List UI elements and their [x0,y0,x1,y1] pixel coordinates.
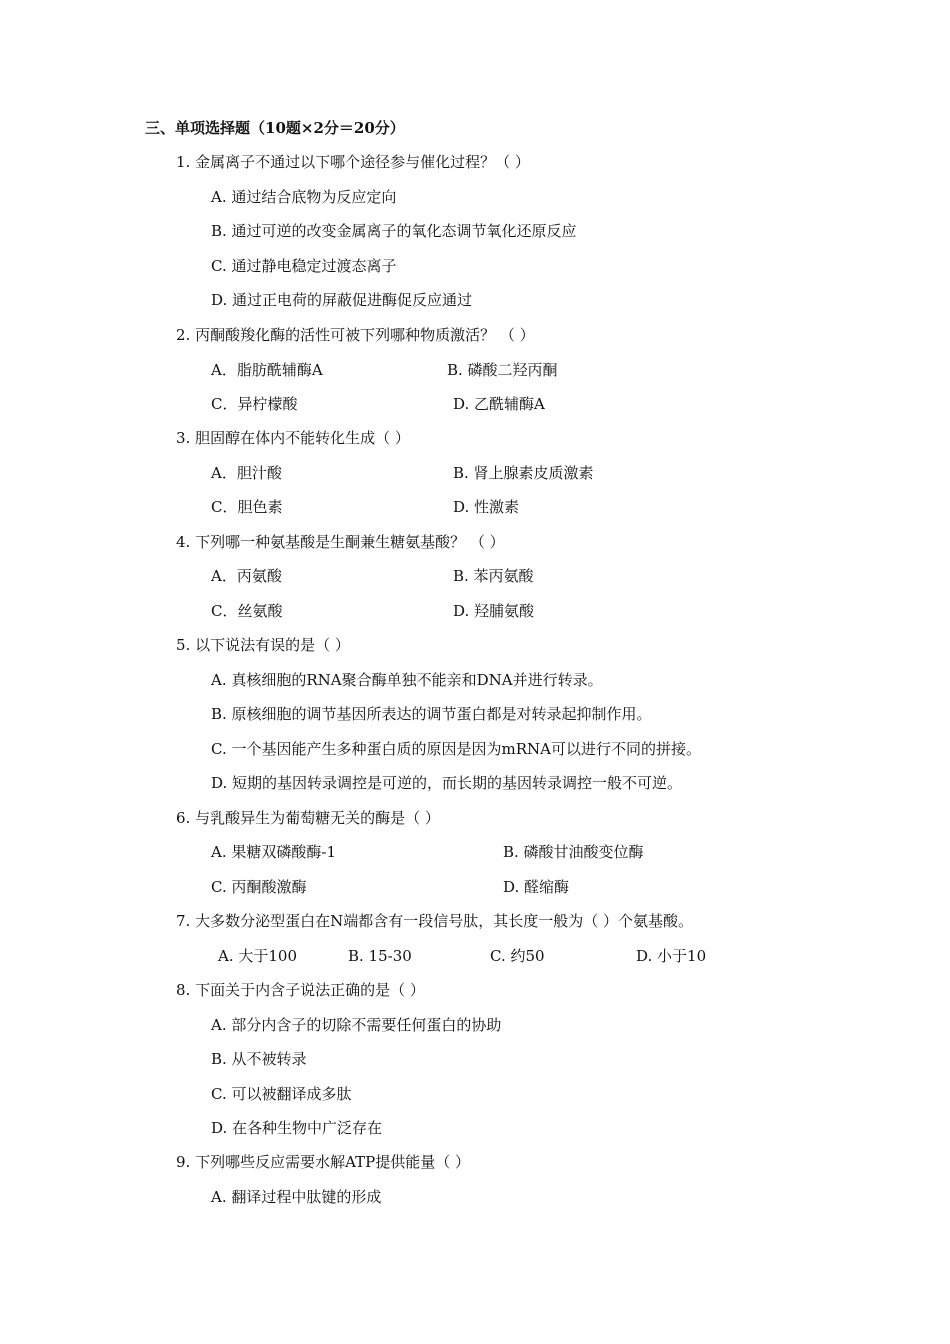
question-4-option-b: B. 苯丙氨酸 [453,567,534,585]
question-5-stem: 5. 以下说法有误的是（ ） [176,636,350,654]
question-1-option-a: A. 通过结合底物为反应定向 [211,188,397,206]
question-9-option-a: A. 翻译过程中肽键的形成 [211,1188,382,1206]
question-2-option-a: A．脂肪酰辅酶A [211,361,323,379]
question-4-option-d: D. 羟脯氨酸 [453,602,535,620]
question-7-option-b: B. 15-30 [348,947,412,965]
question-1-stem: 1. 金属离子不通过以下哪个途径参与催化过程？（ ） [176,153,530,171]
question-5-option-d: D. 短期的基因转录调控是可逆的，而长期的基因转录调控一般不可逆。 [211,774,683,792]
question-8-option-c: C. 可以被翻译成多肽 [211,1085,352,1103]
question-4-option-c: C．丝氨酸 [211,602,283,620]
question-3-option-a: A．胆汁酸 [211,464,282,482]
question-3-stem: 3. 胆固醇在体内不能转化生成（ ） [176,429,410,447]
section-heading: 三、单项选择题（10题×2分＝20分） [145,119,405,137]
question-6-stem: 6. 与乳酸异生为葡萄糖无关的酶是（ ） [176,809,440,827]
question-3-option-b: B. 肾上腺素皮质激素 [453,464,594,482]
question-7-stem: 7. 大多数分泌型蛋白在N端都含有一段信号肽，其长度一般为（ ）个氨基酸。 [176,912,693,930]
question-8-option-d: D. 在各种生物中广泛存在 [211,1119,383,1137]
question-7-option-a: A. 大于100 [218,947,297,965]
question-6-option-d: D. 醛缩酶 [503,878,570,896]
question-7-option-d: D. 小于10 [636,947,707,965]
question-1-option-d: D. 通过正电荷的屏蔽促进酶促反应通过 [211,291,473,309]
question-5-option-b: B. 原核细胞的调节基因所表达的调节蛋白都是对转录起抑制作用。 [211,705,652,723]
question-2-option-d: D. 乙酰辅酶A [453,395,545,413]
question-2-stem: 2. 丙酮酸羧化酶的活性可被下列哪种物质激活？ （ ） [176,326,535,344]
question-6-option-c: C. 丙酮酸激酶 [211,878,307,896]
question-8-option-a: A. 部分内含子的切除不需要任何蛋白的协助 [211,1016,502,1034]
question-4-option-a: A．丙氨酸 [211,567,282,585]
question-8-stem: 8. 下面关于内含子说法正确的是（ ） [176,981,425,999]
question-5-option-a: A. 真核细胞的RNA聚合酶单独不能亲和DNA并进行转录。 [211,671,603,689]
question-7-option-c: C. 约50 [490,947,545,965]
question-8-option-b: B. 从不被转录 [211,1050,307,1068]
question-5-option-c: C. 一个基因能产生多种蛋白质的原因是因为mRNA可以进行不同的拼接。 [211,740,701,758]
question-2-option-b: B. 磷酸二羟丙酮 [447,361,558,379]
question-6-option-b: B. 磷酸甘油酸变位酶 [503,843,644,861]
question-2-option-c: C．异柠檬酸 [211,395,298,413]
question-4-stem: 4. 下列哪一种氨基酸是生酮兼生糖氨基酸？ （ ） [176,533,505,551]
question-6-option-a: A. 果糖双磷酸酶-1 [211,843,336,861]
question-3-option-d: D. 性激素 [453,498,520,516]
question-9-stem: 9. 下列哪些反应需要水解ATP提供能量（ ） [176,1153,470,1171]
question-1-option-c: C. 通过静电稳定过渡态离子 [211,257,397,275]
question-3-option-c: C．胆色素 [211,498,283,516]
question-1-option-b: B. 通过可逆的改变金属离子的氧化态调节氧化还原反应 [211,222,577,240]
